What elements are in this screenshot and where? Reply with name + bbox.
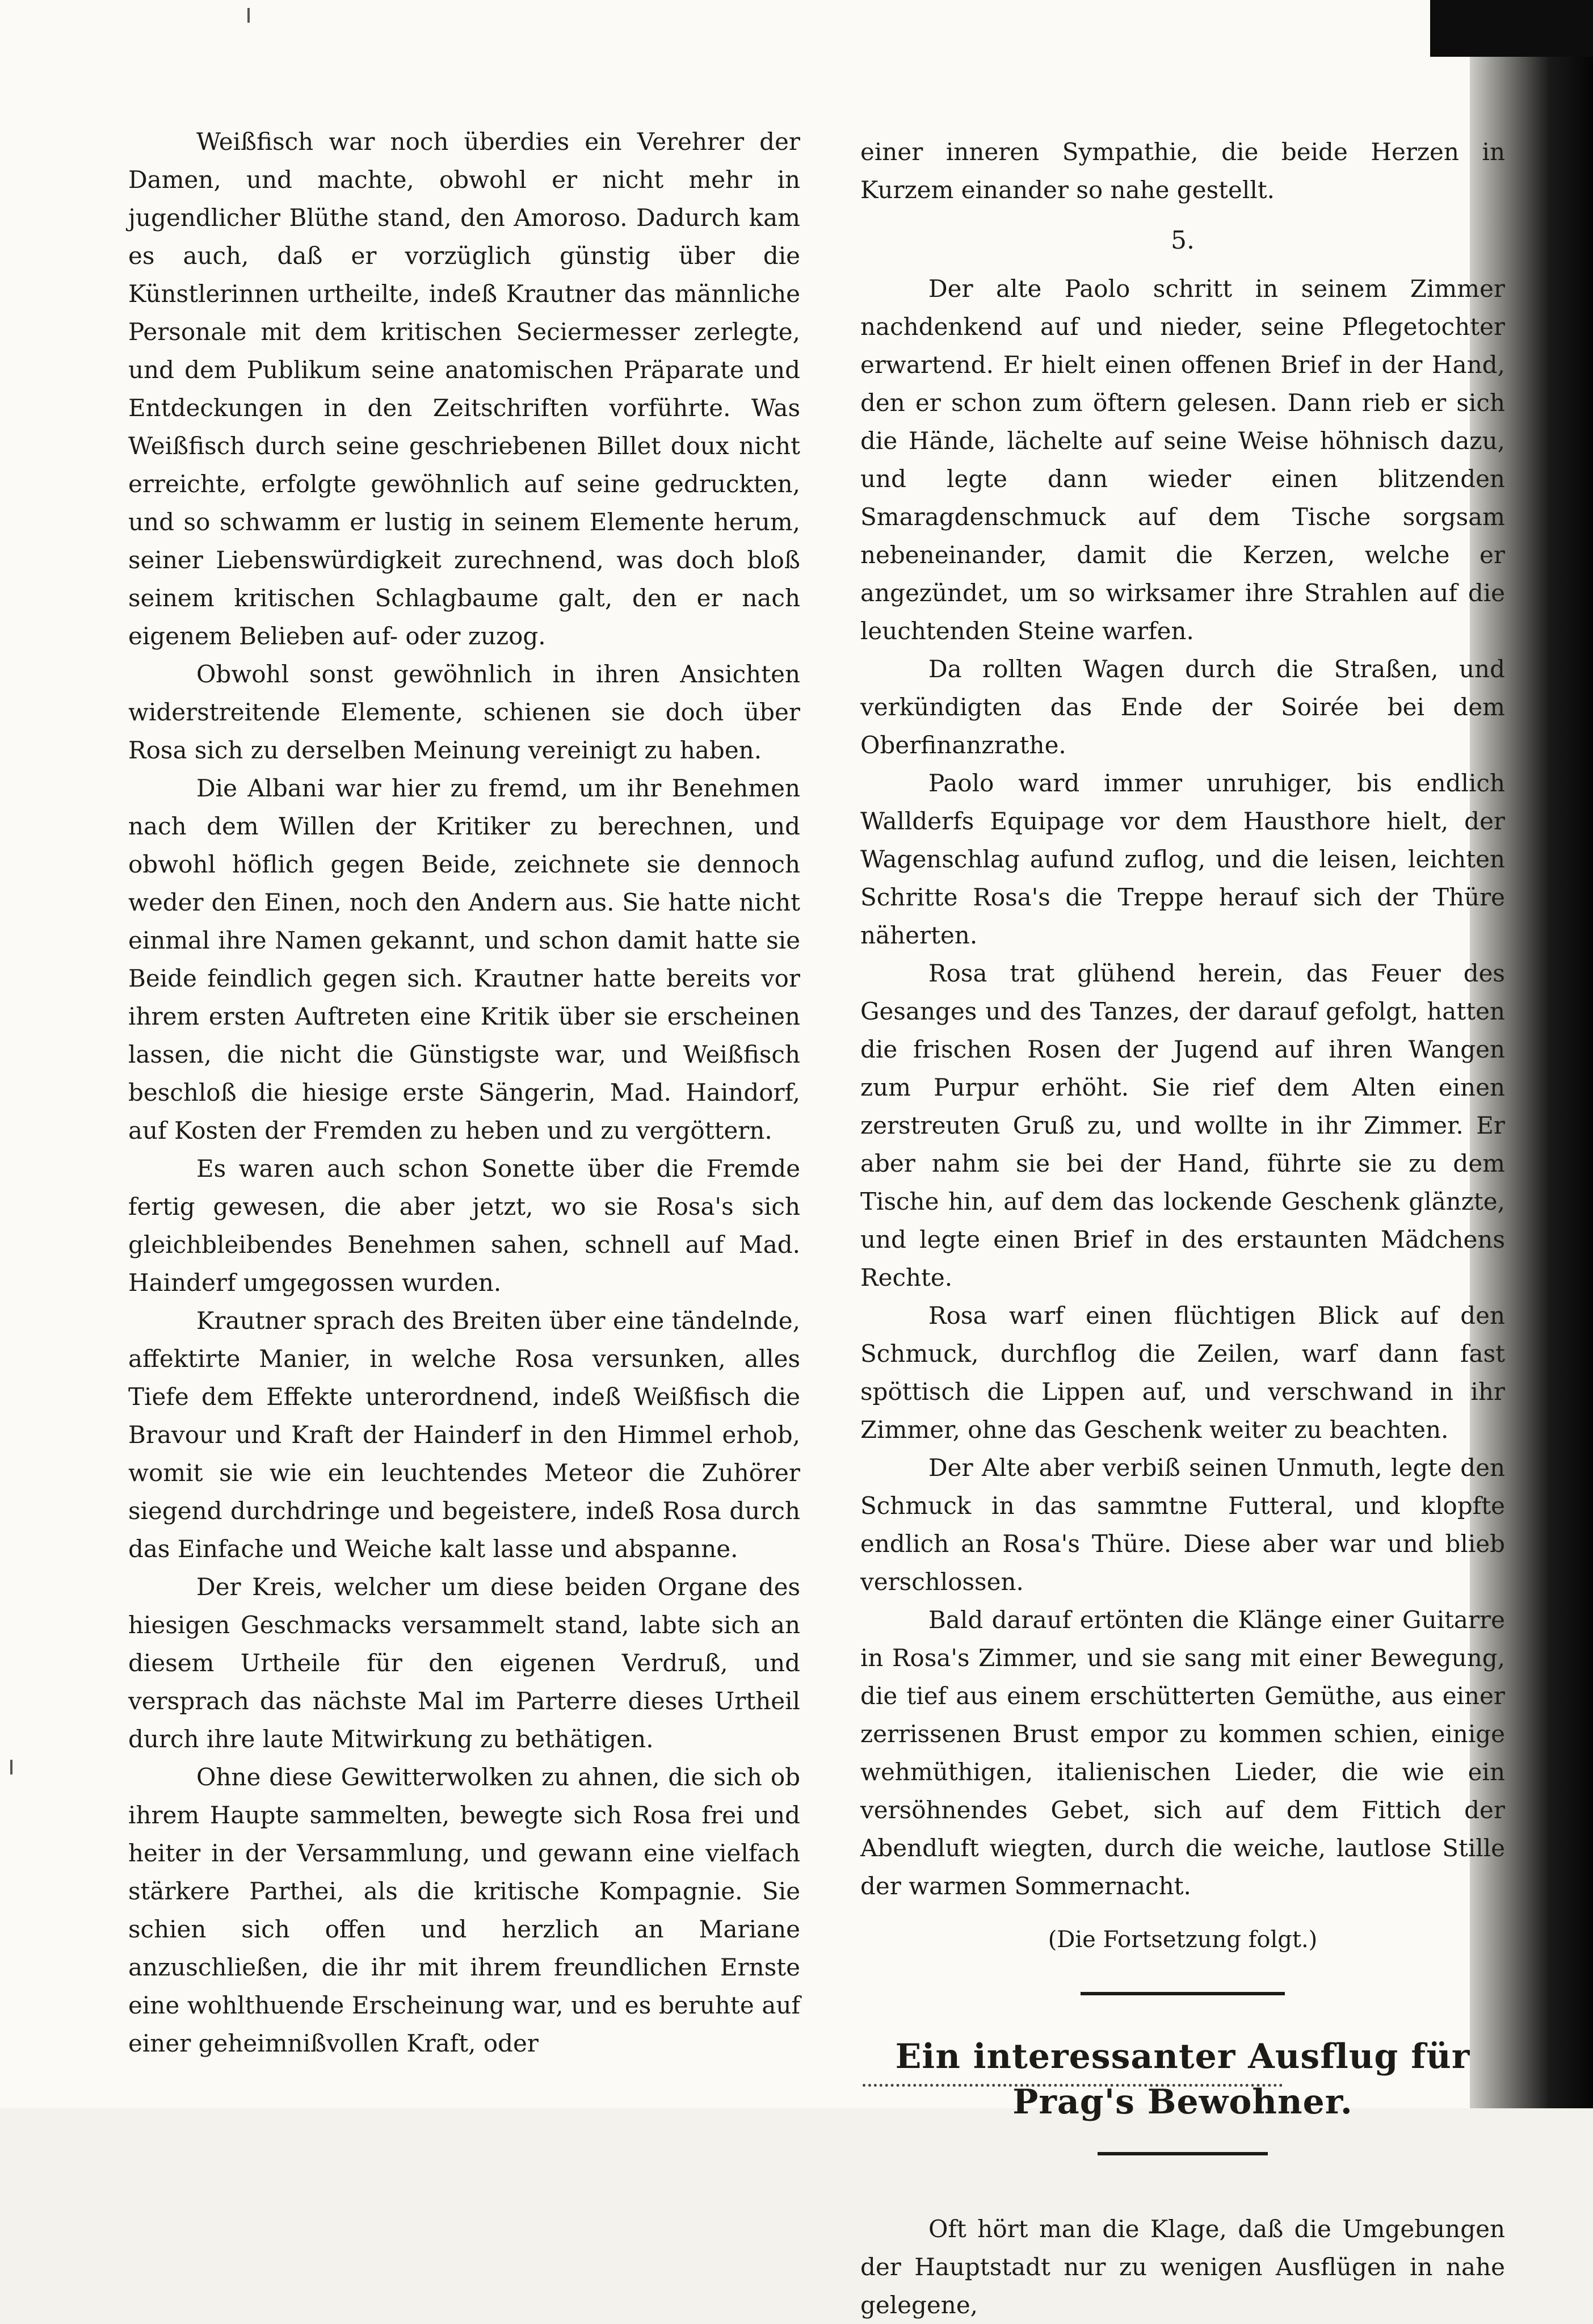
paragraph: Bald darauf ertönten die Klänge einer Guitarre in Rosa's Zimmer, und sie sang mit einer Bewegung, die tief aus einem erschütterten Gemüthe, aus einer zerrissenen Brust empor zu kommen schien, einige wehmüthigen, italienischen Lieder, die wie ein versöhnendes Gebet, sich auf dem Fittich der Abendluft wiegten, durch die weiche, lautlose Stille der warmen Sommernacht. xyxy=(860,1606,1505,1900)
paragraph: Rosa trat glühend herein, das Feuer des Gesanges und des Tanzes, der darauf gefolgt, hatten die frischen Rosen der Jugend auf ihren Wangen zum Purpur erhöht. Sie rief dem Alten einen zerstreuten Gruß zu, und wollte in ihr Zimmer. Er aber nahm sie bei der Hand, führte sie zu dem Tische hin, auf dem das lockende Geschenk glänzte, und legte einen Brief in des erstaunten Mädchens Rechte. xyxy=(860,959,1505,1291)
page-mark xyxy=(247,8,250,23)
paragraph: Der Alte aber verbiß seinen Unmuth, legte den Schmuck in das sammtne Futteral, und klopfte endlich an Rosa's Thüre. Diese aber war und blieb verschlossen. xyxy=(860,1454,1505,1596)
bottom-rule xyxy=(863,2080,1283,2087)
continued-note: (Die Fortsetzung folgt.) xyxy=(1048,1927,1318,1953)
article-title: Ein interessanter Ausflug für Prag's Bewohner. xyxy=(895,2037,1470,2122)
paragraph: Ohne diese Gewitterwolken zu ahnen, die sich ob ihrem Haupte sammelten, bewegte sich Rosa frei und heiter in der Versammlung, und gewann eine vielfach stärkere Parthei, als die kritische Kompagnie. Sie schien sich offen und herzlich an Mariane anzuschließen, die ihr mit ihrem freundlichen Ernste eine wohlthuende Erscheinung war, und es beruhte auf einer geheimnißvollen Kraft, oder xyxy=(128,1763,800,2057)
paragraph: Der Kreis, welcher um diese beiden Organe des hiesigen Geschmacks versammelt stand, labte sich an diesem Urtheile für den eigenen Verdruß, und versprach das nächste Mal im Parterre dieses Urtheil durch ihre laute Mitwirkung zu bethätigen. xyxy=(128,1573,800,1753)
paragraph: Es waren auch schon Sonette über die Fremde fertig gewesen, die aber jetzt, wo sie Rosa's sich gleichbleibendes Benehmen sahen, schnell auf Mad. Hainderf umgegossen wurden. xyxy=(128,1155,800,1297)
right-column xyxy=(860,133,1505,2324)
continuation-text: einer inneren Sympathie, die beide Herzen in Kurzem einander so nahe gestellt. xyxy=(860,138,1505,204)
paragraph: Die Albani war hier zu fremd, um ihr Benehmen nach dem Willen der Kritiker zu berechnen, und obwohl höflich gegen Beide, zeichnete sie dennoch weder den Einen, noch den Andern aus. Sie hatte nicht einmal ihre Namen gekannt, und schon damit hatte sie Beide feindlich gegen sich. Krautner hatte bereits vor ihrem ersten Auftreten eine Kritik über sie erscheinen lassen, die nicht die Günstigste war, und Weißfisch beschloß die hiesige erste Sängerin, Mad. Haindorf, auf Kosten der Fremden zu heben und zu vergöttern. xyxy=(128,774,800,1144)
paragraph: Der alte Paolo schritt in seinem Zimmer nachdenkend auf und nieder, seine Pflegetochter erwartend. Er hielt einen offenen Brief in der Hand, den er schon zum öftern gelesen. Dann rieb er sich die Hände, lächelte auf seine Weise höhnisch dazu, und legte dann wieder einen blitzenden Smaragdenschmuck auf dem Tische sorgsam nebeneinander, damit die Kerzen, welche er angezündet, um so wirksamer ihre Strahlen auf die leuchtenden Steine warfen. xyxy=(860,275,1505,645)
scan-edge-top xyxy=(1430,0,1593,57)
page-mark xyxy=(10,1760,12,1775)
section-number: 5. xyxy=(1171,226,1195,255)
paragraph: Oft hört man die Klage, daß die Umgebungen der Hauptstadt nur zu wenigen Ausflügen in nahe gelegene, xyxy=(860,2215,1505,2319)
paragraph: Weißfisch war noch überdies ein Verehrer der Damen, und machte, obwohl er nicht mehr in jugendlicher Blüthe stand, den Amoroso. Dadurch kam es auch, daß er vorzüglich günstig über die Künstlerinnen urtheilte, indeß Krautner das männliche Personale mit dem kritischen Seciermesser zerlegte, und dem Publikum seine anatomischen Präparate und Entdeckungen in den Zeitschriften vorführte. Was Weißfisch durch seine geschriebenen Billet doux nicht erreichte, erfolgte gewöhnlich auf seine gedruckten, und so schwamm er lustig in seinem Elemente herum, seiner Liebenswürdigkeit zurechnend, was doch bloß seinem kritischen Schlagbaume galt, den er nach eigenem Belieben auf- oder zuzog. xyxy=(128,128,800,650)
title-divider xyxy=(1098,2152,1268,2155)
section-divider xyxy=(1081,1992,1285,1995)
left-column xyxy=(128,123,800,2062)
paragraph: Da rollten Wagen durch die Straßen, und verkündigten das Ende der Soirée bei dem Oberfinanzrathe. xyxy=(860,655,1505,759)
paragraph: Rosa warf einen flüchtigen Blick auf den Schmuck, durchflog die Zeilen, warf dann fast spöttisch die Lippen auf, und verschwand in ihr Zimmer, ohne das Geschenk weiter zu beachten. xyxy=(860,1302,1505,1444)
paragraph: Obwohl sonst gewöhnlich in ihren Ansichten widerstreitende Elemente, schienen sie doch über Rosa sich zu derselben Meinung vereinigt zu haben. xyxy=(128,660,800,764)
paragraph: Krautner sprach des Breiten über eine tändelnde, affektirte Manier, in welche Rosa versunken, alles Tiefe dem Effekte unterordnend, indeß Weißfisch die Bravour und Kraft der Hainderf in den Himmel erhob, womit sie wie ein leuchtendes Meteor die Zuhörer siegend durchdringe und begeistere, indeß Rosa durch das Einfache und Weiche kalt lasse und abspanne. xyxy=(128,1307,800,1563)
paragraph: Paolo ward immer unruhiger, bis endlich Wallderfs Equipage vor dem Hausthore hielt, der Wagenschlag aufund zuflog, und die leisen, leichten Schritte Rosa's die Treppe herauf sich der Thüre näherten. xyxy=(860,769,1505,949)
